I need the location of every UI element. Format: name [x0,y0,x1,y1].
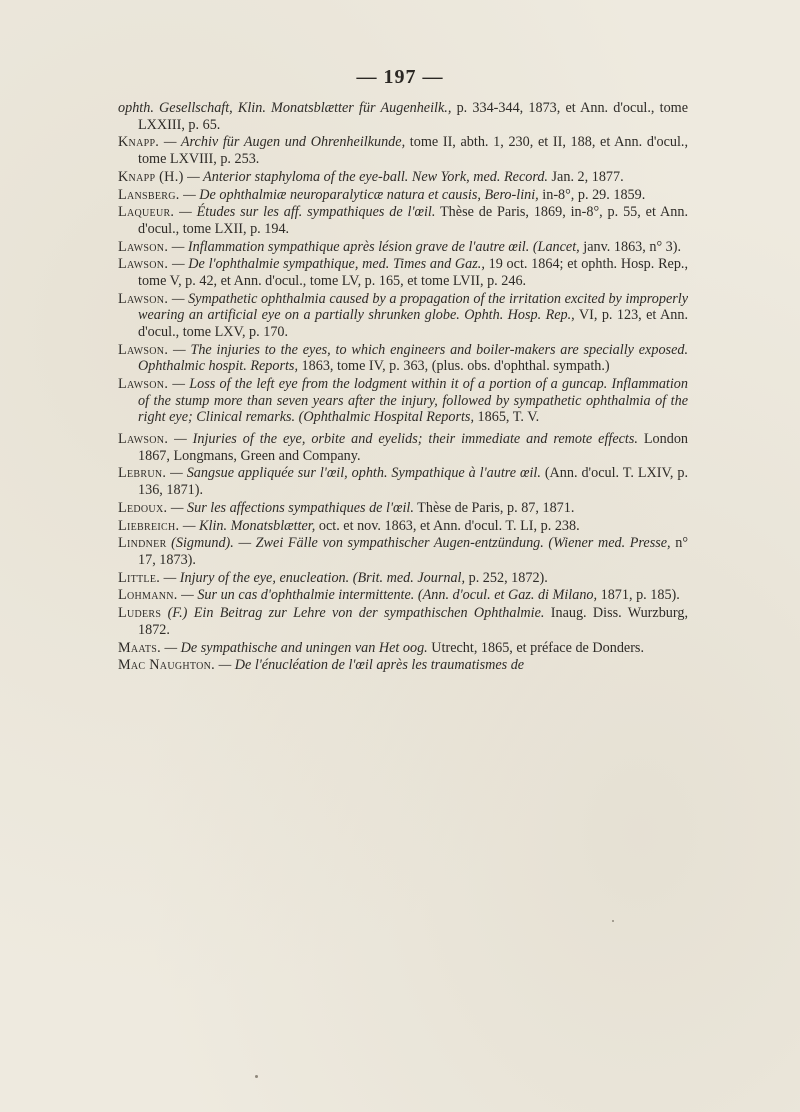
bibliography-entry [118,204,688,237]
bibliography-entry [118,500,688,517]
entry-rest: VI, p. 123, et Ann. d'ocul., tome LXV, p. 170. [138,307,688,341]
entry-rest: Jan. 2, 1877. [547,168,624,185]
entry-rest: p. 252, 1872). [465,569,548,586]
entry-author: Lohmann. [118,587,178,604]
entry-author: Knapp (H.) [118,168,184,185]
bibliography-entry [118,169,688,186]
entry-title: — Sur les affections sympathiques de l'œil. [170,499,414,516]
entry-author: Lawson. [118,376,169,393]
entry-title: — De l'ophthalmie sympathique, med. Times and Gaz., [171,256,485,273]
bibliography-entry [118,134,688,167]
entry-author: Lawson. [118,256,169,273]
entry-author: Lindner [118,535,167,552]
entry-title: — Injuries of the eye, orbite and eyelids; their immediate and remote effects. [174,430,638,447]
bibliography-entry [118,342,688,375]
entry-author: Laqueur. [118,204,175,221]
entry-author: Ledoux. [118,499,168,516]
bibliography-entry [118,465,688,498]
entry-author: Lansberg. [118,186,180,203]
bibliography-entry [118,187,688,204]
entry-author: Lawson. [118,430,169,447]
entry-title: — De l'énucléation de l'œil après les traumatismes de [218,657,525,674]
entry-author: Lawson. [118,341,169,358]
entry-rest: p. 334-344, 1873, et Ann. d'ocul., tome LXXIII, p. 65. [138,100,688,133]
bibliography-entry [118,431,688,464]
bibliography-entry [118,291,688,341]
entry-title: — Anterior staphyloma of the eye-ball. New York, med. Record. [187,168,548,185]
entry-author: Mac Naughton. [118,657,216,674]
entry-author: Little. [118,569,161,586]
entry-rest: London 1867, Longmans, Green and Company. [138,430,689,464]
bibliography-entry [118,587,688,604]
entry-author: Lawson. [118,290,169,307]
entry-author: Luders [118,605,162,622]
entry-rest: janv. 1863, n° 3). [579,238,682,255]
entry-title: — Sangsue appliquée sur l'œil, ophth. Sympathique à l'autre œil. [170,465,541,482]
bibliography-entry [118,535,688,568]
bibliography-entry [118,605,688,638]
bibliography-entry [118,518,688,535]
entry-title: — Sur un cas d'ophthalmie intermittente. (Ann. d'ocul. et Gaz. di Milano, [181,587,598,604]
paper-speck [255,1075,258,1078]
entry-rest: 1863, tome IV, p. 363, (plus. obs. d'ophthal. sympath.) [298,358,610,375]
entry-title: — Injury of the eye, enucleation. (Brit. med. Journal, [163,569,466,586]
entry-rest: n° 17, 1873). [138,535,688,568]
entry-rest: Thèse de Paris, p. 87, 1871. [413,499,575,516]
entry-title: — De ophthalmiæ neuroparalyticæ natura et causis, Bero-lini, [183,186,539,203]
page-number: — 197 — [356,66,444,88]
entry-rest: (Ann. d'ocul. T. LXIV, p. 136, 1871). [138,465,688,498]
bibliography-entry [118,239,688,256]
entry-rest: in-8°, p. 29. 1859. [538,186,646,203]
entry-title: — The injuries to the eyes, to which engineers and boiler-makers are specially exposed. Ophthalmic hospit. Reports, [138,341,689,375]
entry-rest: Inaug. Diss. Wurzburg, 1872. [138,605,688,638]
entry-title: — Loss of the left eye from the lodgment within it of a portion of a guncap. Inflammation of the stump more than seven years after the injury, followed by sympathetic ophthalmia of the right eye; Clinical remarks. (Ophthalmic Hospital Reports, [138,376,688,426]
entry-title: (Sigmund). — Zwei Fälle von sympathischer Augen-entzündung. (Wiener med. Presse, [166,535,671,552]
entry-rest: tome II, abth. 1, 230, et II, 188, et Ann. d'ocul., tome LXVIII, p. 253. [138,134,689,167]
entry-rest: 1865, T. V. [474,409,540,426]
bibliography-entry [118,256,688,289]
entry-rest: Utrecht, 1865, et préface de Donders. [427,639,645,656]
entry-title: — Études sur les aff. sympathiques de l'œil. [179,204,436,221]
bibliography-entry [118,100,688,133]
entry-rest: Thèse de Paris, 1869, in-8°, p. 55, et Ann. d'ocul., tome LXII, p. 194. [138,204,688,237]
entry-rest: 1871, p. 185). [597,587,680,604]
bibliography-list [118,100,688,675]
entry-title: ophth. Gesellschaft, Klin. Monatsblætter für Augenheilk., [118,100,452,116]
entry-author: Knapp. [118,134,160,151]
entry-title: — Inflammation sympathique après lésion grave de l'autre œil. (Lancet, [171,238,580,255]
entry-title: — Archiv für Augen und Ohrenheilkunde, [163,134,406,151]
entry-title: (F.) Ein Beitrag zur Lehre von der sympathischen Ophthalmie. [161,605,545,622]
paper-speck [612,920,614,922]
bibliography-entry [118,376,688,426]
entry-title: — Klin. Monatsblætter, [182,517,316,534]
entry-title: — De sympathische and uningen van Het oog. [164,639,428,656]
entry-author: Lebrun. [118,465,167,482]
entry-title: — Sympathetic ophthalmia caused by a propagation of the irritation excited by improperly wearing an artificial eye on a partially shrunken globe. Ophth. Hosp. Rep., [138,290,689,324]
entry-author: Liebreich. [118,517,180,534]
entry-rest: 19 oct. 1864; et ophth. Hosp. Rep., tome V, p. 42, et Ann. d'ocul., tome LV, p. 165, et tome LVII, p. 246. [138,256,689,290]
bibliography-entry [118,570,688,587]
bibliography-entry [118,657,688,674]
entry-author: Lawson. [118,238,169,255]
entry-author: Maats. [118,639,161,656]
entry-rest: oct. et nov. 1863, et Ann. d'ocul. T. LI, p. 238. [315,517,580,534]
bibliography-entry [118,640,688,657]
